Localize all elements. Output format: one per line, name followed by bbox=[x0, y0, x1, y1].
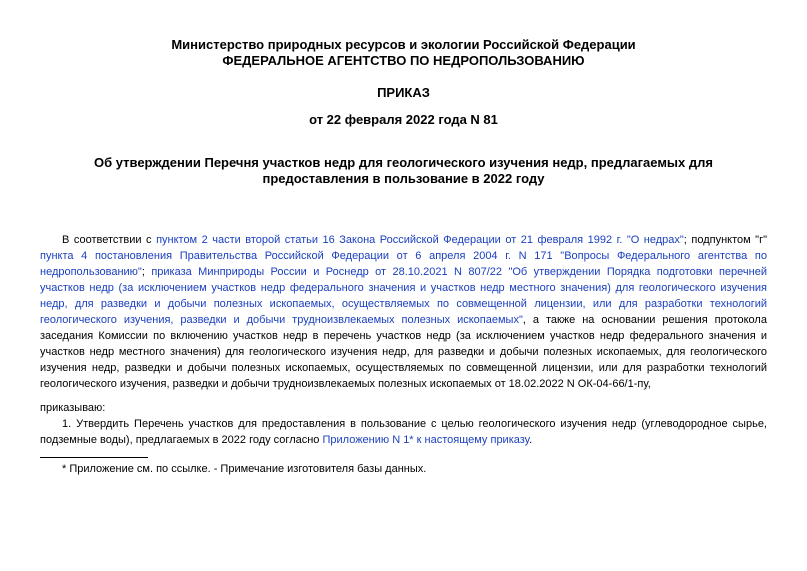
item-1-paragraph bbox=[40, 416, 767, 448]
document-type: ПРИКАЗ bbox=[377, 85, 430, 100]
orders-word: приказываю: bbox=[40, 402, 106, 414]
agency-name: ФЕДЕРАЛЬНОЕ АГЕНТСТВО ПО НЕДРОПОЛЬЗОВАНИЮ bbox=[222, 53, 585, 68]
appendix-1-link[interactable]: Приложению N 1* к настоящему приказу bbox=[322, 434, 530, 446]
ministry-order-link[interactable]: приказа Минприроды России и Роснедр от 28.10.2021 N 807/22 "Об утверждении Порядка подготовки перечней участков недр (за исключением участков недр федерального значения и участков недр местного значения) для геологического изучения недр, для разведки и добычи полезных ископаемых, осуществляемых по совмещенной лицензии, или для разработки технологий геологического изучения, разведки и добычи трудноизвлекаемых полезных ископаемых" bbox=[40, 266, 767, 326]
document-title-line-2: предоставления в пользование в 2022 году bbox=[262, 171, 545, 186]
preamble-text: В соответствии с bbox=[62, 234, 157, 246]
footnote-separator bbox=[40, 457, 148, 458]
footnote: * Приложение см. по ссылке. - Примечание изготовителя базы данных. bbox=[62, 463, 427, 475]
document-title-line-1: Об утверждении Перечня участков недр для геологического изучения недр, предлагаемых для bbox=[94, 155, 713, 170]
preamble-text: ; bbox=[141, 266, 152, 278]
preamble-paragraph bbox=[40, 232, 767, 392]
item-1-text-end: . bbox=[529, 434, 533, 446]
preamble-text: ; подпунктом "г" bbox=[683, 234, 767, 246]
government-decree-link[interactable]: пункта 4 постановления Правительства Российской Федерации от 6 апреля 2004 г. N 171 "Вопросы Федерального агентства по недропользованию" bbox=[40, 250, 767, 278]
ministry-name: Министерство природных ресурсов и экологии Российской Федерации bbox=[171, 37, 636, 52]
item-1-text: 1. Утвердить Перечень участков для предоставления в пользование с целью геологического изучения недр (углеводородное сырье, подземные воды), предлагаемых в 2022 году согласно bbox=[40, 418, 767, 446]
law-on-subsoil-link[interactable]: пунктом 2 части второй статьи 16 Закона Российской Федерации от 21 февраля 1992 г. "О недрах" bbox=[156, 234, 684, 246]
preamble-text: , а также на основании решения протокола заседания Комиссии по включению участков недр в перечень участков недр (за исключением участков недр федерального значения и участков недр местного значения) для геологического изучения недр, для разведки и добычи полезных ископаемых, для геологического изучения недр, разведки и добычи полезных ископаемых, осуществляемых по совмещенной лицензии, или для разработки технологий геологического изучения, разведки и добычи трудноизвлекаемых полезных ископаемых от 18.02.2022 N ОК-04-66/1-пу, bbox=[40, 314, 767, 390]
document-date-number: от 22 февраля 2022 года N 81 bbox=[309, 112, 498, 127]
